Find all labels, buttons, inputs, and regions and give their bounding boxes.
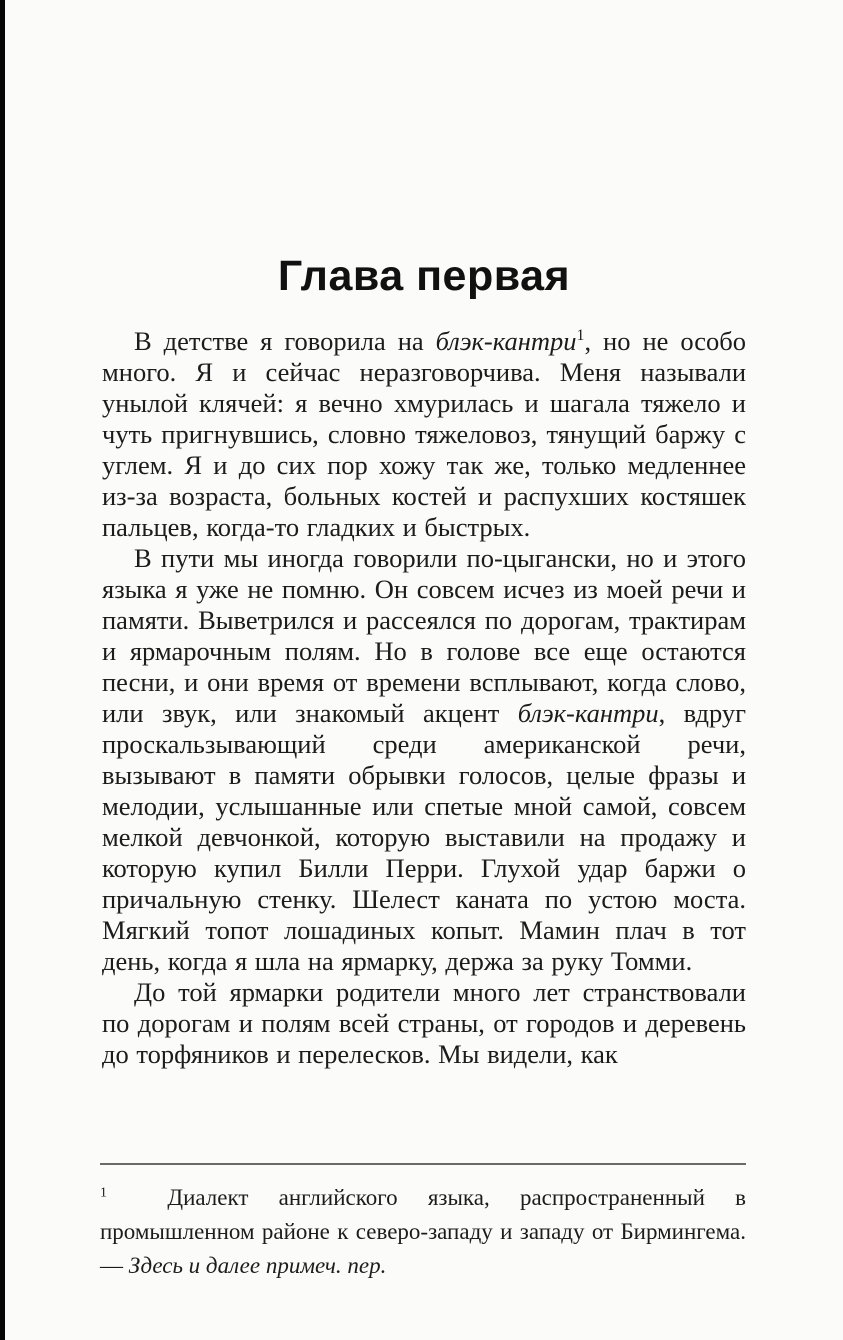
paragraph-3: До той ярмарки родители много лет странствовали по дорогам и полям всей страны, от городов и деревень до торфяников и перелесков. Мы видели, как (102, 977, 746, 1069)
body-text (102, 326, 746, 1070)
paragraph-2: В пути мы иногда говорили по-цыгански, но и этого языка я уже не помню. Он совсем исчез из моей речи и памяти. Выветрился и рассеялся по дорогам, трактирам и ярмарочным полям. Но в голове все еще остаются песни, и они время от времени всплывают, когда слово, или звук, или знакомый акцент блэк-кантри, вдруг проскальзывающий среди американской речи, вызывают в памяти обрывки голосов, целые фразы и мелодии, услышанные или спетые мной самой, совсем мелкой девчонкой, которую выставили на продажу и которую купил Билли Перри. Глухой удар баржи о причальную стенку. Шелест каната по устою моста. Мягкий топот лошадиных копыт. Мамин плач в тот день, когда я шла на ярмарку, держа за руку Томми. (102, 543, 746, 976)
paragraph-1: В детстве я говорила на блэк-кантри$^1$, но не особо много. Я и сейчас неразговорчива. Меня называли унылой клячей: я вечно хмурилась и шагала тяжело и чуть пригнувшись, словно тяжеловоз, тянущий баржу с углем. Я и до сих пор хожу так же, только медленнее из-за возраста, больных костей и распухших костяшек пальцев, когда-то гладких и быстрых. (102, 326, 746, 542)
page-left-edge (0, 0, 5, 1340)
footnote-text: $^1$ Диалект английского языка, распространенный в промышленном районе к северо-западу и западу от Бирмингема. — Здесь и далее примеч. пер. (100, 1184, 746, 1278)
footnote-separator (100, 1163, 746, 1165)
chapter-title: Глава первая (277, 252, 571, 300)
footnote-area (100, 1163, 746, 1283)
page-content (102, 0, 746, 1070)
